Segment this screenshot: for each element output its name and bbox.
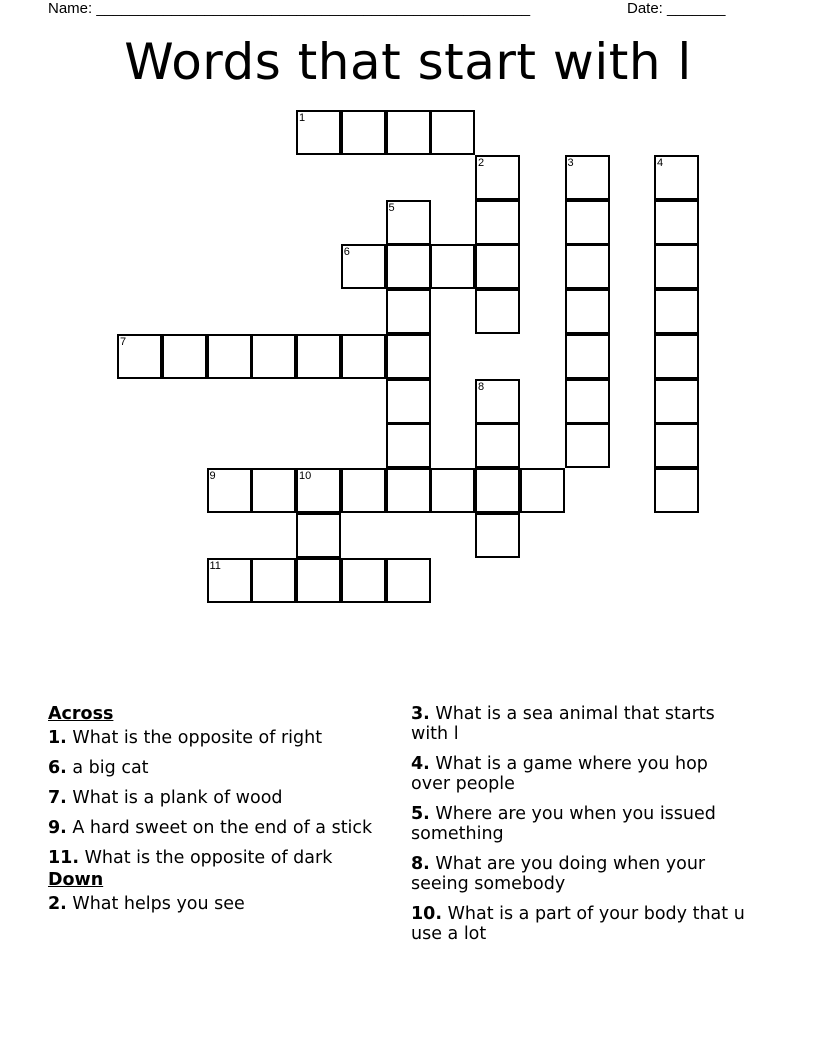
clue-across-7: 7. What is a plank of wood: [48, 788, 283, 808]
grid-cell[interactable]: [654, 244, 699, 289]
grid-cell[interactable]: [475, 379, 520, 424]
grid-cell[interactable]: [654, 423, 699, 468]
grid-cell[interactable]: [251, 468, 296, 513]
name-field-label: Name: ____________________________________________________: [48, 0, 531, 17]
grid-cell[interactable]: [654, 468, 699, 513]
grid-cell[interactable]: [475, 513, 520, 558]
grid-cell-number: 1: [299, 112, 306, 124]
grid-cell[interactable]: [386, 468, 431, 513]
grid-cell[interactable]: [565, 155, 610, 200]
grid-cell[interactable]: [296, 334, 341, 379]
grid-cell-number: 7: [120, 335, 127, 348]
grid-cell[interactable]: [430, 110, 475, 155]
grid-cell[interactable]: [565, 289, 610, 334]
clue-down-3: 3. What is a sea animal that starts with l: [411, 704, 715, 744]
grid-cell[interactable]: [430, 244, 475, 289]
grid-cell[interactable]: [654, 334, 699, 379]
clue-down-4: 4. What is a game where you hop over people: [411, 754, 708, 794]
grid-cell[interactable]: [565, 244, 610, 289]
grid-cell[interactable]: [386, 289, 431, 334]
grid-cell[interactable]: [207, 558, 252, 603]
grid-cell[interactable]: [386, 379, 431, 424]
grid-cell[interactable]: [386, 558, 431, 603]
grid-cell[interactable]: [386, 334, 431, 379]
grid-cell[interactable]: [565, 200, 610, 245]
clues-column-left: [48, 704, 388, 924]
grid-cell[interactable]: [386, 110, 431, 155]
grid-cell[interactable]: [386, 244, 431, 289]
grid-cell-number: 8: [478, 380, 485, 393]
page-title: Words that start with l: [124, 33, 692, 91]
date-field-label: Date: _______: [627, 0, 726, 17]
grid-cell[interactable]: [654, 379, 699, 424]
grid-cell[interactable]: [207, 468, 252, 513]
grid-cell[interactable]: [296, 513, 341, 558]
grid-cell[interactable]: [341, 468, 386, 513]
grid-cell[interactable]: [296, 558, 341, 603]
grid-cell[interactable]: [117, 334, 162, 379]
grid-cell-number: 2: [478, 156, 485, 169]
grid-cell-number: 5: [388, 201, 395, 214]
grid-cell[interactable]: [565, 334, 610, 379]
grid-cell[interactable]: [251, 334, 296, 379]
grid-cell-number: 9: [209, 470, 216, 482]
grid-cell-number: 11: [209, 559, 221, 572]
grid-cell[interactable]: [654, 289, 699, 334]
clue-across-11: 11. What is the opposite of dark: [48, 848, 333, 868]
grid-cell[interactable]: [475, 468, 520, 513]
grid-cell-number: 10: [299, 470, 312, 482]
grid-cell[interactable]: [296, 468, 341, 513]
grid-cell[interactable]: [341, 334, 386, 379]
clues-column-right: [411, 704, 751, 954]
across-heading: Across: [48, 704, 114, 724]
grid-cell[interactable]: [565, 379, 610, 424]
grid-cell[interactable]: [430, 468, 475, 513]
grid-cell[interactable]: [654, 155, 699, 200]
grid-cell[interactable]: [386, 200, 431, 245]
grid-cell[interactable]: [475, 200, 520, 245]
clue-across-1: 1. What is the opposite of right: [48, 728, 323, 748]
clue-down-5: 5. Where are you when you issued something: [411, 804, 716, 844]
clue-down-8: 8. What are you doing when your seeing somebody: [411, 854, 706, 894]
grid-cell[interactable]: [207, 334, 252, 379]
grid-cell[interactable]: [475, 155, 520, 200]
grid-cell-number: 6: [343, 246, 350, 259]
grid-cell[interactable]: [251, 558, 296, 603]
grid-cell[interactable]: [475, 244, 520, 289]
grid-cell-number: 4: [657, 156, 664, 169]
grid-cell[interactable]: [296, 110, 341, 155]
clue-across-6: 6. a big cat: [48, 758, 149, 778]
grid-cell[interactable]: [475, 289, 520, 334]
clue-across-9: 9. A hard sweet on the end of a stick: [48, 818, 373, 838]
grid-cell[interactable]: [341, 558, 386, 603]
grid-cell[interactable]: [162, 334, 207, 379]
clue-down-2: 2. What helps you see: [48, 894, 245, 914]
grid-cell[interactable]: [654, 200, 699, 245]
grid-cell-number: 3: [567, 156, 574, 169]
grid-cell[interactable]: [341, 244, 386, 289]
grid-cell[interactable]: [475, 423, 520, 468]
clue-down-10: 10. What is a part of your body that u use a lot: [411, 904, 745, 944]
down-heading: Down: [48, 870, 104, 890]
grid-cell[interactable]: [386, 423, 431, 468]
grid-cell[interactable]: [565, 423, 610, 468]
grid-cell[interactable]: [520, 468, 565, 513]
grid-cell[interactable]: [341, 110, 386, 155]
